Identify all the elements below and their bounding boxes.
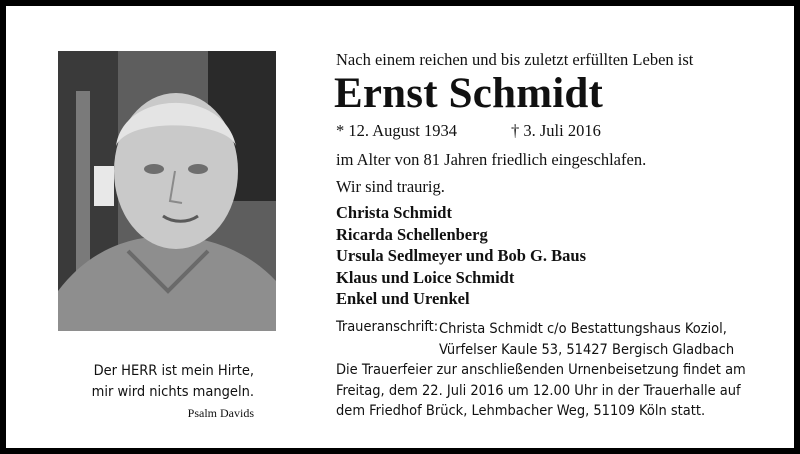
life-dates <box>336 121 601 141</box>
intro-line: Nach einem reichen und bis zuletzt erfüllten Leben ist <box>336 50 694 69</box>
birth-date: * 12. August 1934 <box>336 121 458 140</box>
mourner-name: Ricarda Schellenberg <box>336 224 488 244</box>
mourners-list <box>336 202 586 310</box>
death-date: † 3. Juli 2016 <box>511 121 601 140</box>
mourner-name: Ursula Sedlmeyer und Bob G. Baus <box>336 246 586 265</box>
service-line: Die Trauerfeier zur anschließenden Urnenbeisetzung findet am <box>336 362 746 378</box>
mourner-name: Klaus und Loice Schmidt <box>336 267 515 287</box>
bible-verse <box>66 361 254 422</box>
deceased-name: Ernst Schmidt <box>334 70 603 117</box>
verse-line-1: Der HERR ist mein Hirte, <box>93 363 254 379</box>
mourner-name: Christa Schmidt <box>336 203 452 222</box>
service-line: dem Friedhof Brück, Lehmbacher Weg, 51109 Köln statt. <box>336 403 706 419</box>
portrait-photo <box>58 51 276 331</box>
mourner-name: Enkel und Urenkel <box>336 289 470 308</box>
address-line: Christa Schmidt c/o Bestattungshaus Koziol, <box>439 321 727 337</box>
verse-line-2: mir wird nichts mangeln. <box>91 384 254 400</box>
service-line: Freitag, dem 22. Juli 2016 um 12.00 Uhr in der Trauerhalle auf <box>336 382 741 399</box>
verse-source: Psalm Davids <box>187 406 254 420</box>
address-label: Traueranschrift: <box>336 319 439 335</box>
sad-line: Wir sind traurig. <box>336 177 445 196</box>
mourning-address <box>439 319 734 361</box>
funeral-service-info <box>336 360 766 422</box>
address-line: Vürfelser Kaule 53, 51427 Bergisch Gladbach <box>439 342 735 358</box>
age-line: im Alter von 81 Jahren friedlich eingeschlafen. <box>336 150 647 169</box>
